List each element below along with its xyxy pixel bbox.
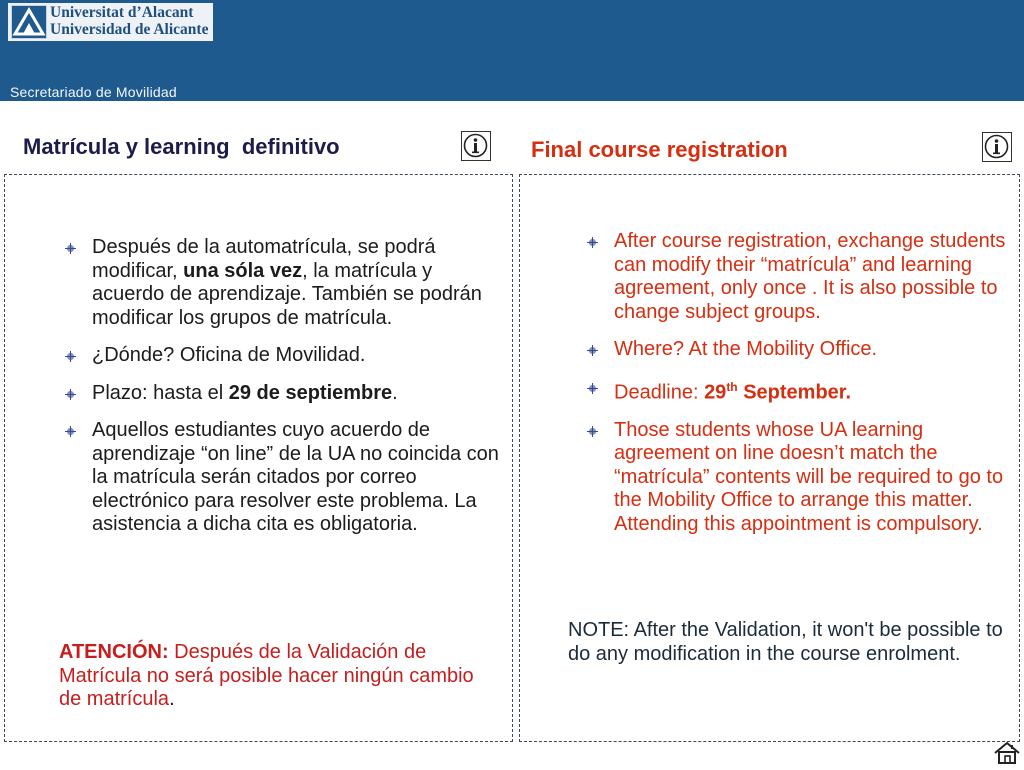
item-emphasis: 29 de septiembre xyxy=(228,381,393,404)
item-emphasis: 29 xyxy=(704,381,727,404)
heading-english: Final course registration xyxy=(531,137,788,162)
warning-label: ATENCIÓN: xyxy=(59,641,169,663)
university-name-ca: Universitat d’Alacant xyxy=(50,4,194,21)
home-icon[interactable] xyxy=(993,741,1021,765)
crosshair-bullet-icon xyxy=(587,237,598,248)
crosshair-bullet-icon xyxy=(587,345,598,356)
list-item xyxy=(587,338,1012,362)
crosshair-bullet-icon xyxy=(587,426,598,437)
warning-end: . xyxy=(169,688,175,710)
validation-note: NOTE: After the Validation, it won't be possible to do any modification in the course enrolment. xyxy=(568,619,1003,665)
item-superscript: th xyxy=(726,379,738,394)
list-item xyxy=(587,376,1012,405)
item-text: Those students whose UA learning agreement on line doesn’t match the “matrícula” contents will be required to go to the Mobility Office to arrange this matter. Attending this appointment is compulsory. xyxy=(614,418,1004,535)
list-item xyxy=(65,236,505,330)
list-item xyxy=(587,230,1012,324)
crosshair-bullet-icon xyxy=(65,389,76,400)
info-icon[interactable] xyxy=(982,132,1012,162)
list-item xyxy=(587,419,1012,537)
spanish-bullet-list xyxy=(65,236,505,551)
english-bullet-list xyxy=(587,230,1012,550)
item-text: . xyxy=(392,381,398,404)
item-text: Plazo: hasta el xyxy=(92,381,229,404)
department-name: Secretariado de Movilidad xyxy=(10,84,177,100)
info-icon[interactable] xyxy=(461,131,491,161)
crosshair-bullet-icon xyxy=(65,351,76,362)
crosshair-bullet-icon xyxy=(65,426,76,437)
item-text: Where? At the Mobility Office. xyxy=(614,338,878,360)
item-emphasis: September. xyxy=(737,381,852,404)
item-text: ¿Dónde? Oficina de Movilidad. xyxy=(92,344,366,366)
warning-note xyxy=(59,641,499,712)
header-banner xyxy=(0,0,1024,101)
crosshair-bullet-icon xyxy=(65,243,76,254)
crosshair-bullet-icon xyxy=(587,383,598,394)
heading-spanish: Matrícula y learning definitivo xyxy=(23,134,340,159)
list-item xyxy=(65,382,505,406)
item-text: , la matrícula y acuerdo de aprendizaje. También se podrán modificar los grupos de matrícula. xyxy=(92,259,482,329)
list-item xyxy=(65,419,505,537)
item-text: After course registration, exchange students can modify their “matrícula” and learning agreement, only once . It is also possible to change subject groups. xyxy=(614,230,1006,323)
university-logo[interactable] xyxy=(8,3,213,41)
item-emphasis: una sóla vez xyxy=(183,259,303,282)
ua-logo-icon xyxy=(11,5,47,39)
item-text: Deadline: xyxy=(614,381,705,404)
warning-text: Después de la Validación de Matrícula no será posible hacer ningún cambio de matrícula xyxy=(59,641,474,710)
list-item xyxy=(65,344,505,368)
university-name-es: Universidad de Alicante xyxy=(50,21,209,38)
item-text: Después de la automatrícula, se podrá modificar, xyxy=(92,236,436,282)
item-text: Aquellos estudiantes cuyo acuerdo de aprendizaje “on line” de la UA no coincida con la matrícula serán citados por correo electrónico para resolver este problema. La asistencia a dicha cita es obligatoria. xyxy=(92,419,499,535)
